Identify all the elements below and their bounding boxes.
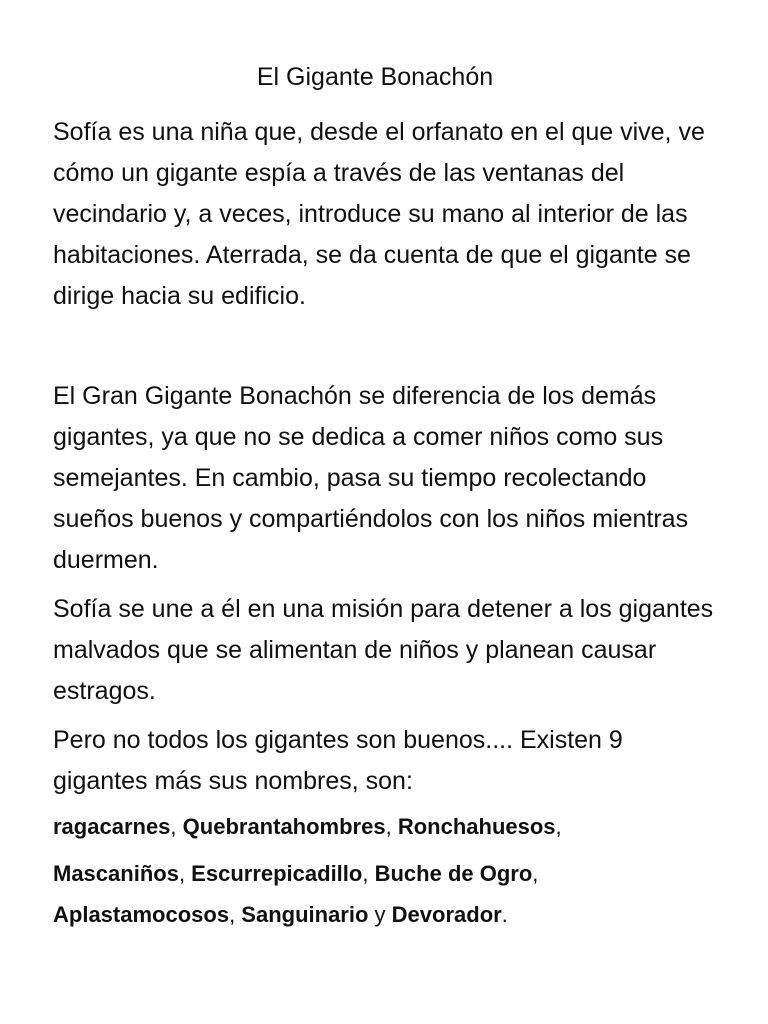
- giant-name: Devorador: [391, 902, 502, 927]
- giant-name: Sanguinario: [241, 902, 369, 927]
- paragraph-mission: Sofía se une a él en una misión para detener a los gigantes malvados que se alimentan de niños y planean causar estragos.: [53, 595, 714, 705]
- giant-name: Mascaniños: [53, 861, 179, 886]
- giant-name: Quebrantahombres: [182, 814, 386, 839]
- separator: ,: [532, 861, 539, 886]
- separator: y: [368, 902, 392, 927]
- giant-name: Buche de Ogro: [374, 861, 533, 886]
- paragraph-orphanage: Sofía es una niña que, desde el orfanato en el que vive, ve cómo un gigante espía a través de las ventanas del vecindario y, a veces, introduce su mano al interior de las habitaciones. Aterrada, se da cuenta de que el gigante se dirige hacia su edificio.: [53, 118, 705, 310]
- giant-name: Ronchahuesos: [397, 814, 556, 839]
- giant-name: Escurrepicadillo: [191, 861, 363, 886]
- giant-name: Aplastamocosos: [53, 902, 230, 927]
- paragraph-nine-giants: Pero no todos los gigantes son buenos.... Existen 9 gigantes más sus nombres, son:: [53, 726, 623, 795]
- separator: ,: [178, 861, 192, 886]
- separator: ,: [362, 861, 375, 886]
- giant-names-line-1: [53, 806, 723, 847]
- separator: ,: [555, 814, 562, 839]
- separator: ,: [229, 902, 242, 927]
- separator: .: [501, 902, 508, 927]
- document-page: [53, 58, 723, 935]
- separator: ,: [170, 814, 183, 839]
- giant-names-line-2: [53, 853, 723, 935]
- giant-name: ragacarnes: [53, 814, 171, 839]
- paragraph-good-giant: El Gran Gigante Bonachón se diferencia de los demás gigantes, ya que no se dedica a comer niños como sus semejantes. En cambio, pasa su tiempo recolectando sueños buenos y compartiéndolos con los niños mientras duermen.: [53, 382, 689, 574]
- document-title: El Gigante Bonachón: [256, 63, 494, 91]
- separator: ,: [385, 814, 398, 839]
